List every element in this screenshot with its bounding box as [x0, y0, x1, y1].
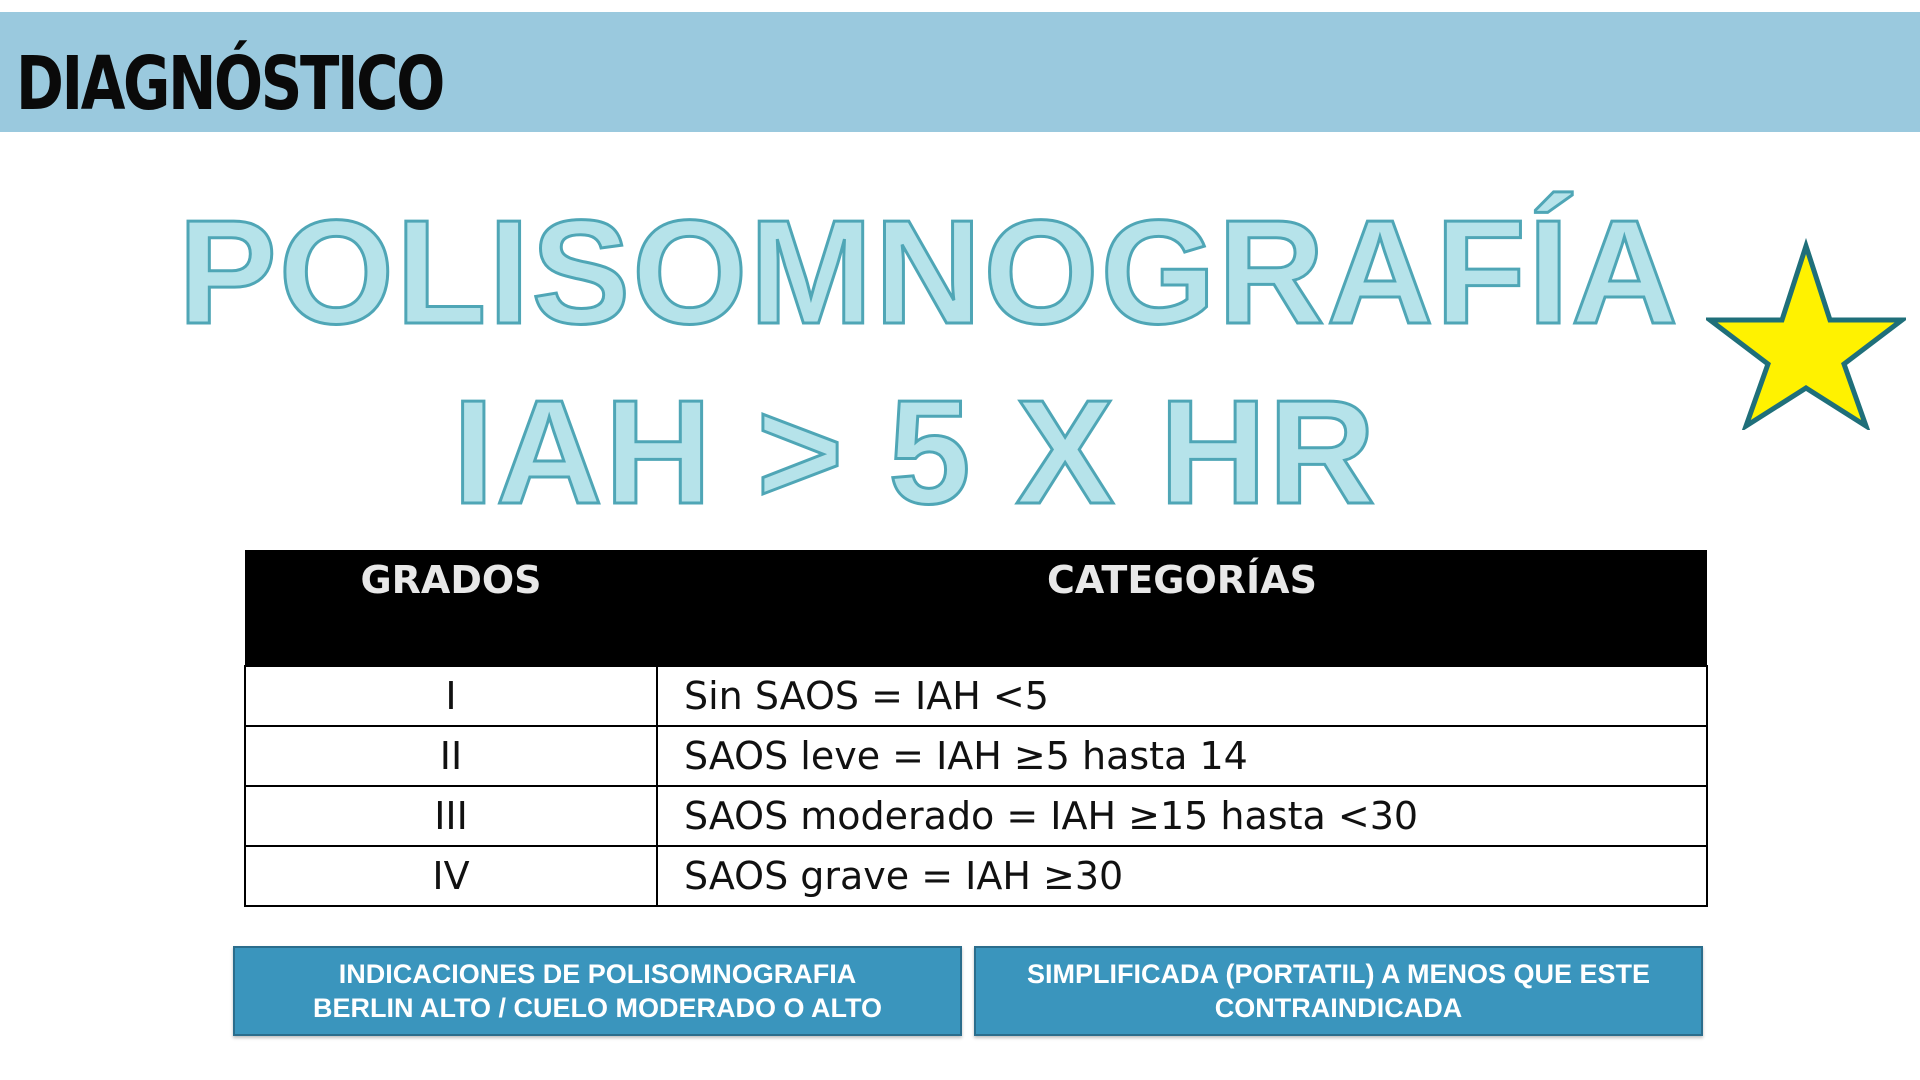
indications-line-2: BERLIN ALTO / CUELO MODERADO O ALTO: [313, 993, 882, 1023]
star-icon: [1706, 238, 1906, 430]
header-grados: GRADOS: [245, 550, 657, 666]
simplified-box: [974, 946, 1703, 1036]
category-cell: SAOS moderado = IAH ≥15 hasta <30: [657, 786, 1707, 846]
grade-cell: I: [245, 666, 657, 726]
main-title: POLISOMNOGRAFÍA: [178, 190, 1680, 355]
table-header-row: [245, 550, 1707, 666]
category-cell: SAOS leve = IAH ≥5 hasta 14: [657, 726, 1707, 786]
simplified-line-2: CONTRAINDICADA: [1214, 993, 1463, 1023]
indications-box: [233, 946, 962, 1036]
page-title: DIAGNÓSTICO: [16, 41, 443, 127]
grade-cell: III: [245, 786, 657, 846]
table-row: [245, 666, 1707, 726]
main-subtitle: IAH > 5 X HR: [452, 370, 1378, 535]
header-categorias: CATEGORÍAS: [657, 550, 1707, 666]
category-cell: SAOS grave = IAH ≥30: [657, 846, 1707, 906]
header-bar: [0, 12, 1920, 132]
table-row: [245, 846, 1707, 906]
category-cell: Sin SAOS = IAH <5: [657, 666, 1707, 726]
table-row: [245, 786, 1707, 846]
simplified-line-1: SIMPLIFICADA (PORTATIL) A MENOS QUE ESTE: [1027, 959, 1650, 989]
indications-line-1: INDICACIONES DE POLISOMNOGRAFIA: [338, 959, 857, 989]
table-row: [245, 726, 1707, 786]
grade-cell: II: [245, 726, 657, 786]
grade-cell: IV: [245, 846, 657, 906]
grades-table: [244, 550, 1708, 907]
